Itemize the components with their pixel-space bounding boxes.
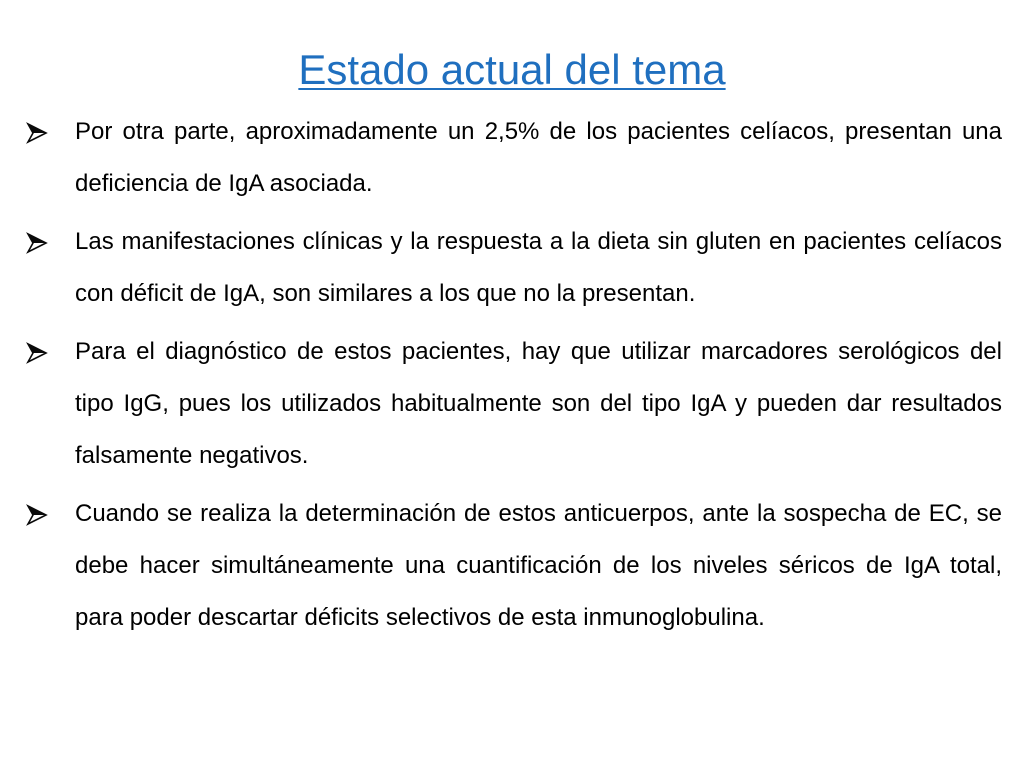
bullet-item	[20, 326, 1002, 482]
arrowhead-bullet-icon	[26, 122, 48, 144]
slide-title: Estado actual del tema	[298, 46, 726, 93]
bullet-text: Por otra parte, aproximadamente un 2,5% de los pacientes celíacos, presentan una deficiencia de IgA asociada.	[75, 118, 1002, 197]
bullet-list	[20, 106, 1002, 650]
bullet-item	[20, 216, 1002, 320]
bullet-item	[20, 106, 1002, 210]
bullet-text: Cuando se realiza la determinación de estos anticuerpos, ante la sospecha de EC, se debe hacer simultáneamente una cuantificación de los niveles séricos de IgA total, para poder descartar déficits selectivos de esta inmunoglobulina.	[75, 500, 1002, 631]
arrowhead-bullet-icon	[26, 232, 48, 254]
bullet-text: Para el diagnóstico de estos pacientes, hay que utilizar marcadores serológicos del tipo IgG, pues los utilizados habitualmente son del tipo IgA y pueden dar resultados falsamente negativos.	[75, 338, 1002, 469]
bullet-text: Las manifestaciones clínicas y la respuesta a la dieta sin gluten en pacientes celíacos con déficit de IgA, son similares a los que no la presentan.	[75, 228, 1002, 307]
arrowhead-bullet-icon	[26, 504, 48, 526]
arrowhead-bullet-icon	[26, 342, 48, 364]
bullet-item	[20, 488, 1002, 644]
